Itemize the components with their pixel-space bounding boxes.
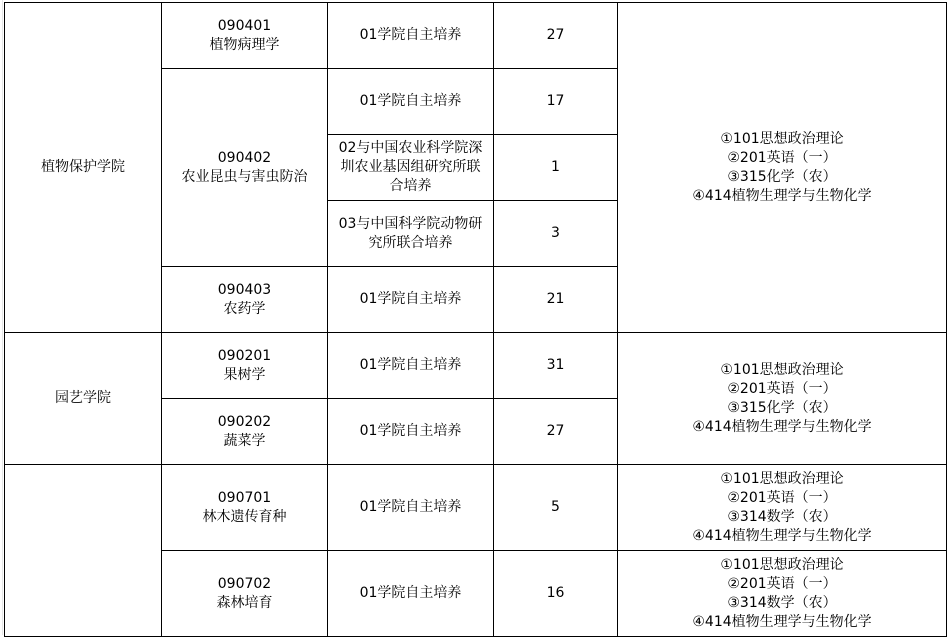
direction-label: 01学院自主培养 xyxy=(359,93,462,109)
table-row xyxy=(5,333,947,399)
exam-subject: ④414植物生理学与生物化学 xyxy=(692,187,872,204)
direction-label: 01学院自主培养 xyxy=(359,357,462,373)
exam-subject: ①101思想政治理论 xyxy=(720,361,844,378)
quota-cell xyxy=(494,135,618,201)
table-row xyxy=(5,3,947,69)
major-cell xyxy=(162,3,328,69)
major-name: 植物病理学 xyxy=(209,36,280,53)
sheet-gridline xyxy=(2,0,3,635)
quota-value: 27 xyxy=(546,27,565,43)
direction-cell xyxy=(328,3,494,69)
exam-subject: ③314数学（农） xyxy=(727,594,837,611)
exam-subject: ③314数学（农） xyxy=(727,508,837,525)
exam-subjects-cell xyxy=(618,465,947,551)
direction-cell xyxy=(328,399,494,465)
quota-cell xyxy=(494,201,618,267)
major-code: 090201 xyxy=(217,347,272,364)
major-name: 农业昆虫与害虫防治 xyxy=(181,168,308,185)
quota-cell xyxy=(494,399,618,465)
major-cell xyxy=(162,399,328,465)
quota-value: 5 xyxy=(551,499,560,515)
quota-cell xyxy=(494,465,618,551)
college-cell xyxy=(5,465,162,637)
major-name: 森林培育 xyxy=(216,594,273,611)
major-cell xyxy=(162,465,328,551)
table-row xyxy=(5,465,947,551)
direction-label-line: 合培养 xyxy=(389,178,432,194)
major-code: 090402 xyxy=(217,149,272,166)
exam-subject: ④414植物生理学与生物化学 xyxy=(692,527,872,544)
admissions-table xyxy=(4,2,947,637)
exam-subject: ①101思想政治理论 xyxy=(720,130,844,147)
major-name: 农药学 xyxy=(223,300,266,317)
direction-cell xyxy=(328,69,494,135)
quota-cell xyxy=(494,551,618,637)
exam-subject: ①101思想政治理论 xyxy=(720,556,844,573)
exam-subject: ③315化学（农） xyxy=(727,399,837,416)
direction-label: 01学院自主培养 xyxy=(359,291,462,307)
direction-label-line: 圳农业基因组研究所联 xyxy=(340,159,481,175)
college-name: 植物保护学院 xyxy=(41,159,125,175)
major-name: 蔬菜学 xyxy=(223,432,266,449)
quota-value: 21 xyxy=(546,291,565,307)
direction-cell xyxy=(328,135,494,201)
direction-cell xyxy=(328,267,494,333)
exam-subject: ④414植物生理学与生物化学 xyxy=(692,418,872,435)
quota-value: 1 xyxy=(551,159,560,175)
major-code: 090403 xyxy=(217,281,272,298)
quota-cell xyxy=(494,267,618,333)
direction-label: 01学院自主培养 xyxy=(359,423,462,439)
major-cell xyxy=(162,69,328,267)
quota-cell xyxy=(494,3,618,69)
quota-value: 3 xyxy=(551,225,560,241)
direction-label: 01学院自主培养 xyxy=(359,585,462,601)
exam-subject: ③315化学（农） xyxy=(727,168,837,185)
major-code: 090202 xyxy=(217,413,272,430)
exam-subject: ①101思想政治理论 xyxy=(720,470,844,487)
exam-subjects-cell xyxy=(618,551,947,637)
major-name: 林木遗传育种 xyxy=(202,508,287,525)
direction-label-line: 究所联合培养 xyxy=(368,234,453,251)
major-cell xyxy=(162,267,328,333)
exam-subject: ②201英语（一） xyxy=(727,149,837,166)
quota-value: 31 xyxy=(546,357,565,373)
exam-subjects-cell xyxy=(618,333,947,465)
direction-cell xyxy=(328,333,494,399)
major-cell xyxy=(162,551,328,637)
quota-value: 16 xyxy=(546,585,565,601)
major-cell xyxy=(162,333,328,399)
college-cell xyxy=(5,3,162,333)
major-name: 果树学 xyxy=(223,366,266,383)
exam-subject: ④414植物生理学与生物化学 xyxy=(692,613,872,630)
exam-subject: ②201英语（一） xyxy=(727,489,837,506)
exam-subject: ②201英语（一） xyxy=(727,380,837,397)
direction-cell xyxy=(328,201,494,267)
major-code: 090401 xyxy=(217,17,272,34)
quota-cell xyxy=(494,69,618,135)
quota-value: 17 xyxy=(546,93,565,109)
major-code: 090701 xyxy=(217,489,272,506)
direction-cell xyxy=(328,465,494,551)
quota-cell xyxy=(494,333,618,399)
college-name: 园艺学院 xyxy=(55,390,111,406)
direction-label-line: 03与中国科学院动物研 xyxy=(338,215,483,232)
exam-subjects-cell xyxy=(618,3,947,333)
direction-label-line: 02与中国农业科学院深 xyxy=(338,140,483,156)
major-code: 090702 xyxy=(217,575,272,592)
exam-subject: ②201英语（一） xyxy=(727,575,837,592)
direction-label: 01学院自主培养 xyxy=(359,499,462,515)
college-cell xyxy=(5,333,162,465)
direction-label: 01学院自主培养 xyxy=(359,27,462,43)
quota-value: 27 xyxy=(546,423,565,439)
direction-cell xyxy=(328,551,494,637)
